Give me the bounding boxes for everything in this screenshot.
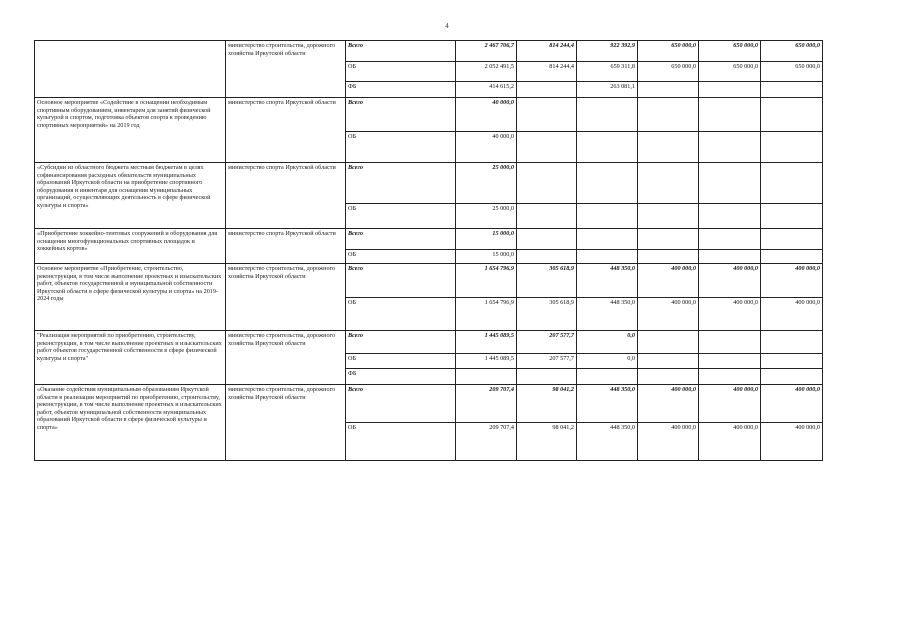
year-amount-cell <box>761 132 823 163</box>
funding-source-cell: Всего <box>346 264 456 298</box>
executor-cell: министерство спорта Иркутской области <box>226 163 346 229</box>
year-amount-cell: 263 081,1 <box>577 82 638 98</box>
year-amount-cell: 400 000,0 <box>761 264 823 298</box>
total-amount-cell: 15 000,0 <box>456 229 517 250</box>
year-amount-cell <box>517 369 577 385</box>
year-amount-cell <box>517 229 577 250</box>
year-amount-cell <box>577 204 638 229</box>
year-amount-cell: 305 618,9 <box>517 298 577 331</box>
funding-source-cell: Всего <box>346 41 456 62</box>
executor-cell: министерство строительства, дорожного хозяйства Иркутской области <box>226 41 346 98</box>
total-amount-cell: 25 000,0 <box>456 163 517 204</box>
year-amount-cell <box>761 331 823 354</box>
table-row <box>35 331 823 354</box>
year-amount-cell <box>761 250 823 264</box>
year-amount-cell <box>638 98 699 132</box>
year-amount-cell <box>699 204 761 229</box>
year-amount-cell: 0,0 <box>577 354 638 369</box>
year-amount-cell <box>761 369 823 385</box>
year-amount-cell: 0,0 <box>577 331 638 354</box>
total-amount-cell: 414 615,2 <box>456 82 517 98</box>
year-amount-cell <box>638 204 699 229</box>
year-amount-cell <box>761 98 823 132</box>
year-amount-cell <box>517 82 577 98</box>
year-amount-cell: 650 000,0 <box>761 41 823 62</box>
year-amount-cell <box>761 204 823 229</box>
funding-source-cell: Всего <box>346 385 456 423</box>
year-amount-cell <box>517 250 577 264</box>
funding-source-cell: ОБ <box>346 423 456 461</box>
measure-name-cell: «Приобретение хоккейно-тентовых сооружений и оборудования для оснащения многофункциональных спортивных площадок и хоккейных кортов» <box>35 229 226 264</box>
year-amount-cell: 448 350,0 <box>577 385 638 423</box>
year-amount-cell: 400 000,0 <box>761 298 823 331</box>
funding-source-cell: ФБ <box>346 369 456 385</box>
funding-source-cell: ФБ <box>346 82 456 98</box>
year-amount-cell <box>699 369 761 385</box>
total-amount-cell: 40 000,0 <box>456 132 517 163</box>
year-amount-cell <box>699 163 761 204</box>
year-amount-cell: 650 000,0 <box>699 41 761 62</box>
funding-source-cell: ОБ <box>346 132 456 163</box>
total-amount-cell: 15 000,0 <box>456 250 517 264</box>
year-amount-cell <box>699 331 761 354</box>
year-amount-cell <box>638 163 699 204</box>
year-amount-cell <box>638 229 699 250</box>
year-amount-cell: 650 000,0 <box>699 62 761 82</box>
total-amount-cell: 2 467 706,7 <box>456 41 517 62</box>
table-row <box>35 264 823 298</box>
year-amount-cell <box>699 82 761 98</box>
year-amount-cell <box>761 229 823 250</box>
year-amount-cell <box>577 132 638 163</box>
executor-cell: министерство строительства, дорожного хозяйства Иркутской области <box>226 385 346 461</box>
funding-source-cell: ОБ <box>346 298 456 331</box>
year-amount-cell: 814 244,4 <box>517 62 577 82</box>
year-amount-cell: 400 000,0 <box>638 264 699 298</box>
year-amount-cell <box>517 132 577 163</box>
year-amount-cell <box>577 369 638 385</box>
year-amount-cell: 400 000,0 <box>699 385 761 423</box>
year-amount-cell: 400 000,0 <box>761 385 823 423</box>
year-amount-cell <box>761 82 823 98</box>
year-amount-cell: 448 350,0 <box>577 264 638 298</box>
budget-table <box>34 40 823 461</box>
year-amount-cell: 305 618,9 <box>517 264 577 298</box>
year-amount-cell: 400 000,0 <box>761 423 823 461</box>
table-row <box>35 385 823 423</box>
year-amount-cell <box>699 229 761 250</box>
funding-source-cell: ОБ <box>346 62 456 82</box>
year-amount-cell <box>638 132 699 163</box>
funding-source-cell: ОБ <box>346 250 456 264</box>
year-amount-cell <box>577 250 638 264</box>
total-amount-cell <box>456 369 517 385</box>
year-amount-cell <box>638 354 699 369</box>
budget-table-body <box>35 41 823 461</box>
measure-name-cell: «Субсидии из областного бюджета местным бюджетам в целях софинансирования расходных обязательств муниципальных образований Иркутской области на приобретение спортивного оборудования и инвентаря для оснащения муниципальных организаций, осуществляющих деятельность в сфере физической культуры и спорта» <box>35 163 226 229</box>
year-amount-cell: 98 041,2 <box>517 423 577 461</box>
funding-source-cell: Всего <box>346 229 456 250</box>
total-amount-cell: 209 707,4 <box>456 423 517 461</box>
total-amount-cell: 1 445 089,5 <box>456 354 517 369</box>
year-amount-cell: 400 000,0 <box>699 264 761 298</box>
total-amount-cell: 40 000,0 <box>456 98 517 132</box>
year-amount-cell: 922 392,9 <box>577 41 638 62</box>
funding-source-cell: ОБ <box>346 354 456 369</box>
year-amount-cell <box>761 354 823 369</box>
year-amount-cell <box>577 98 638 132</box>
year-amount-cell: 207 577,7 <box>517 354 577 369</box>
measure-name-cell: Основное мероприятие «Приобретение, строительство, реконструкция, в том числе выполнение проектных и изыскательских работ, объектов государственной и муниципальной собственности Иркутской области в сфере физической культуры и спорта» на 2019-2024 годы <box>35 264 226 331</box>
total-amount-cell: 2 052 491,5 <box>456 62 517 82</box>
year-amount-cell: 650 000,0 <box>638 41 699 62</box>
year-amount-cell: 400 000,0 <box>638 423 699 461</box>
year-amount-cell <box>638 82 699 98</box>
year-amount-cell: 659 311,8 <box>577 62 638 82</box>
total-amount-cell: 25 000,0 <box>456 204 517 229</box>
total-amount-cell: 1 654 796,9 <box>456 264 517 298</box>
year-amount-cell: 400 000,0 <box>699 423 761 461</box>
year-amount-cell: 98 041,2 <box>517 385 577 423</box>
total-amount-cell: 1 445 089,5 <box>456 331 517 354</box>
table-row <box>35 229 823 250</box>
table-row <box>35 163 823 204</box>
executor-cell: министерство спорта Иркутской области <box>226 98 346 163</box>
year-amount-cell: 400 000,0 <box>638 298 699 331</box>
year-amount-cell: 400 000,0 <box>638 385 699 423</box>
year-amount-cell <box>517 163 577 204</box>
measure-name-cell: Основное мероприятие «Содействие в оснащении необходимым спортивным оборудованием, инвентарем для занятий физической культурой и спортом, подготовка объектов спорта к проведению спортивных мероприятий» на 2019 год <box>35 98 226 163</box>
funding-source-cell: Всего <box>346 98 456 132</box>
year-amount-cell <box>517 98 577 132</box>
year-amount-cell <box>517 204 577 229</box>
year-amount-cell <box>577 163 638 204</box>
funding-source-cell: Всего <box>346 331 456 354</box>
year-amount-cell: 400 000,0 <box>699 298 761 331</box>
total-amount-cell: 1 654 796,9 <box>456 298 517 331</box>
measure-name-cell: «Оказание содействия муниципальным образованиям Иркутской области в реализации мероприятий по приобретению, строительству, реконструкции, в том числе выполнение проектных и изыскательских работ, объектов муниципальной собственности муниципальных образований Иркутской области в сфере физической культуры и спорта» <box>35 385 226 461</box>
year-amount-cell <box>699 250 761 264</box>
year-amount-cell <box>577 229 638 250</box>
executor-cell: министерство спорта Иркутской области <box>226 229 346 264</box>
year-amount-cell <box>699 132 761 163</box>
year-amount-cell <box>761 163 823 204</box>
year-amount-cell <box>638 250 699 264</box>
year-amount-cell <box>638 369 699 385</box>
year-amount-cell <box>638 331 699 354</box>
measure-name-cell: "Реализация мероприятий по приобретению, строительству, реконструкции, в том числе выполнение проектных и изыскательских работ объектов государственной собственности в сфере физической культуры и спорта" <box>35 331 226 385</box>
page-number: 4 <box>445 22 449 30</box>
year-amount-cell <box>699 354 761 369</box>
year-amount-cell <box>699 98 761 132</box>
year-amount-cell: 448 350,0 <box>577 298 638 331</box>
year-amount-cell: 650 000,0 <box>638 62 699 82</box>
executor-cell: министерство строительства, дорожного хозяйства Иркутской области <box>226 331 346 385</box>
table-row <box>35 41 823 62</box>
executor-cell: министерство строительства, дорожного хозяйства Иркутской области <box>226 264 346 331</box>
measure-name-cell <box>35 41 226 98</box>
year-amount-cell: 207 577,7 <box>517 331 577 354</box>
year-amount-cell: 650 000,0 <box>761 62 823 82</box>
year-amount-cell: 814 244,4 <box>517 41 577 62</box>
funding-source-cell: ОБ <box>346 204 456 229</box>
year-amount-cell: 448 350,0 <box>577 423 638 461</box>
table-row <box>35 98 823 132</box>
total-amount-cell: 209 707,4 <box>456 385 517 423</box>
funding-source-cell: Всего <box>346 163 456 204</box>
